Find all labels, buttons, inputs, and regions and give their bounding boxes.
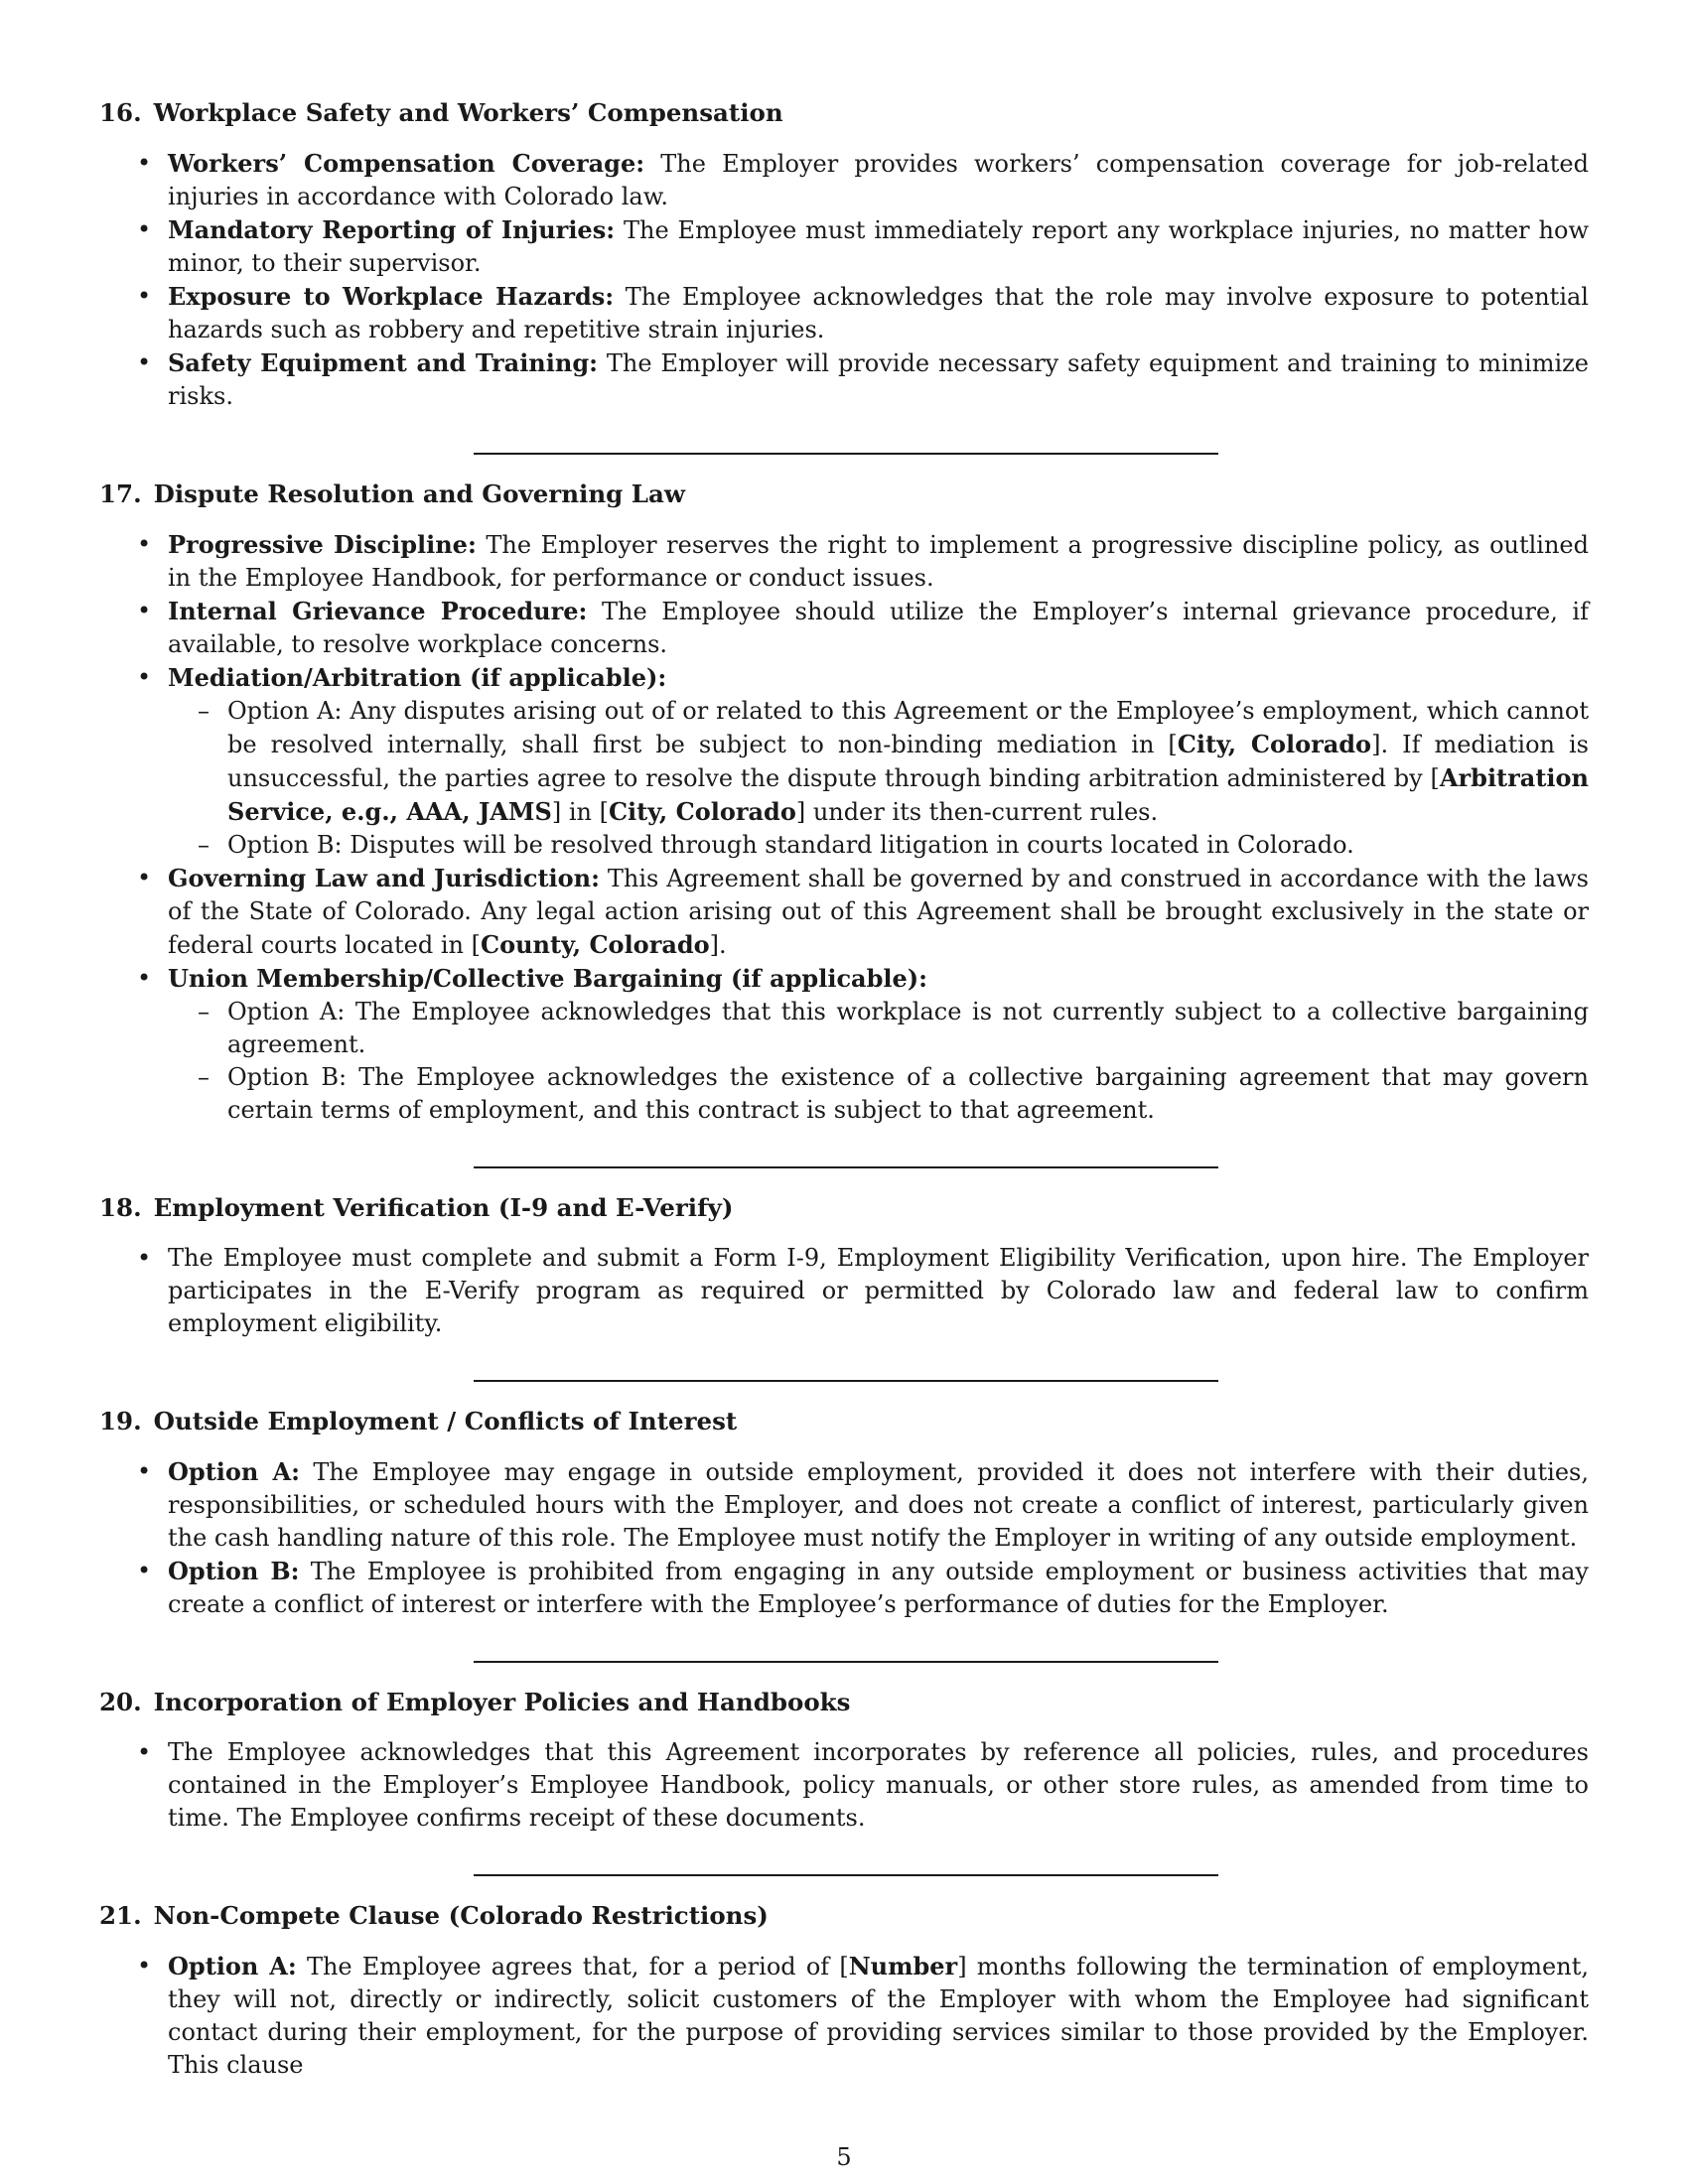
section-21 xyxy=(99,1900,1589,2082)
section-number: 16. xyxy=(99,98,142,127)
placeholder-field: City, Colorado xyxy=(608,797,796,826)
section-title: Workplace Safety and Workers’ Compensation xyxy=(153,98,783,127)
item-label: Union Membership/Collective Bargaining (if applicable): xyxy=(168,964,927,993)
section-19 xyxy=(99,1406,1589,1621)
sub-list xyxy=(168,996,1589,1127)
section-divider xyxy=(474,1380,1218,1382)
item-text: The Employee must complete and submit a Form I-9, Employment Eligibility Verification, upon hire. The Employer participates in the E-Verify program as required or permitted by Colorado law and federal law to confirm employment eligibility. xyxy=(168,1244,1589,1337)
sub-list-item xyxy=(168,695,1589,829)
item-text: ]. xyxy=(709,931,727,959)
list-item xyxy=(99,1950,1589,2082)
bullet-list xyxy=(99,1950,1589,2082)
section-heading xyxy=(99,1687,1589,1718)
item-label: Internal Grievance Procedure: xyxy=(168,597,588,625)
option-text: ] under its then-current rules. xyxy=(795,798,1159,826)
section-heading xyxy=(99,97,1589,129)
item-text: The Employer reserves the right to implement a progressive discipline policy, as outlined in the Employee Handbook, for performance or conduct issues. xyxy=(168,531,1589,592)
item-label: Mandatory Reporting of Injuries: xyxy=(168,215,616,244)
section-title: Incorporation of Employer Policies and Handbooks xyxy=(153,1688,851,1716)
sub-list-item xyxy=(168,996,1589,1061)
item-label: Governing Law and Jurisdiction: xyxy=(168,864,600,892)
item-label: Option A: xyxy=(168,1952,297,1980)
section-heading xyxy=(99,1406,1589,1437)
bullet-list xyxy=(99,1736,1589,1835)
list-item xyxy=(99,280,1589,346)
item-text: The Employee agrees that, for a period of [ xyxy=(306,1953,849,1980)
list-item xyxy=(99,595,1589,661)
item-text: The Employee acknowledges that this Agreement incorporates by reference all policies, rules, and procedures contained in the Employer’s Employee Handbook, policy manuals, or other store rules, as amended from time to time. The Employee confirms receipt of these documents. xyxy=(168,1738,1589,1832)
list-item xyxy=(99,661,1589,862)
item-text: The Employee must immediately report any workplace injuries, no matter how minor, to their supervisor. xyxy=(168,216,1589,277)
list-item xyxy=(99,962,1589,1127)
bullet-list xyxy=(99,1242,1589,1340)
placeholder-field: Number xyxy=(848,1952,958,1980)
document-page xyxy=(99,97,1589,2082)
item-text: ] months following the termination of employment, they will not, directly or indirectly, solicit customers of the Employer with whom the Employee had significant contact during their employment, for the purpose of providing services similar to those provided by the Employer. This clause xyxy=(168,1953,1589,2079)
section-number: 17. xyxy=(99,479,142,508)
section-number: 21. xyxy=(99,1901,142,1930)
item-text: The Employee may engage in outside employment, provided it does not interfere with their duties, responsibilities, or scheduled hours with the Employer, and does not create a conflict of interest, particularly given the cash handling nature of this role. The Employee must notify the Employer in writing of any outside employment. xyxy=(168,1458,1589,1552)
section-divider xyxy=(474,1166,1218,1168)
section-17 xyxy=(99,478,1589,1127)
section-title: Dispute Resolution and Governing Law xyxy=(153,479,685,508)
item-label: Mediation/Arbitration (if applicable): xyxy=(168,663,667,692)
item-label: Workers’ Compensation Coverage: xyxy=(168,149,645,178)
option-text: Option A: Any disputes arising out of or related to this Agreement or the Employee’s employment, which cannot be resolved internally, shall first be subject to non-binding mediation in [ xyxy=(227,697,1589,758)
item-text: This Agreement shall be governed by and construed in accordance with the laws of the State of Colorado. Any legal action arising out of this Agreement shall be brought exclusively in the state or federal courts located in [ xyxy=(168,865,1589,959)
section-title: Employment Verification (I-9 and E-Verify) xyxy=(153,1193,734,1222)
item-text: The Employee is prohibited from engaging in any outside employment or business activities that may create a conflict of interest or interfere with the Employee’s performance of duties for the Employer. xyxy=(168,1558,1589,1618)
section-heading xyxy=(99,1192,1589,1224)
section-divider xyxy=(474,1661,1218,1663)
item-text: The Employer will provide necessary safety equipment and training to minimize risks. xyxy=(168,349,1589,410)
list-item xyxy=(99,528,1589,595)
item-label: Progressive Discipline: xyxy=(168,530,477,559)
item-text: The Employee should utilize the Employer’s internal grievance procedure, if available, to resolve workplace concerns. xyxy=(168,598,1589,658)
bullet-list xyxy=(99,147,1589,413)
section-number: 20. xyxy=(99,1688,142,1716)
section-number: 19. xyxy=(99,1407,142,1435)
section-title: Non-Compete Clause (Colorado Restrictions) xyxy=(153,1901,769,1930)
sub-list xyxy=(168,695,1589,862)
placeholder-field: County, Colorado xyxy=(481,930,710,959)
section-heading xyxy=(99,478,1589,510)
placeholder-field: Arbitration Service, e.g., AAA, JAMS xyxy=(227,763,1589,826)
section-divider xyxy=(474,1874,1218,1876)
list-item xyxy=(99,346,1589,413)
option-text: Option B: The Employee acknowledges the existence of a collective bargaining agreement that may govern certain terms of employment, and this contract is subject to that agreement. xyxy=(227,1063,1589,1124)
option-text: ] in [ xyxy=(551,798,609,826)
list-item xyxy=(99,862,1589,962)
item-label: Option A: xyxy=(168,1457,300,1486)
list-item xyxy=(99,1455,1589,1555)
item-text: The Employee acknowledges that the role may involve exposure to potential hazards such as robbery and repetitive strain injuries. xyxy=(168,283,1589,343)
sub-list-item xyxy=(168,1061,1589,1127)
option-text: Option B: Disputes will be resolved through standard litigation in courts located in Colorado. xyxy=(227,831,1354,859)
page-number: 5 xyxy=(836,2143,852,2171)
section-number: 18. xyxy=(99,1193,142,1222)
item-label: Exposure to Workplace Hazards: xyxy=(168,282,615,311)
section-heading xyxy=(99,1900,1589,1932)
bullet-list xyxy=(99,1455,1589,1621)
option-text: Option A: The Employee acknowledges that this workplace is not currently subject to a collective bargaining agreement. xyxy=(227,998,1589,1058)
section-20 xyxy=(99,1687,1589,1835)
item-label: Option B: xyxy=(168,1557,300,1585)
list-item xyxy=(99,213,1589,280)
section-divider xyxy=(474,453,1218,455)
placeholder-field: City, Colorado xyxy=(1177,730,1372,758)
section-18 xyxy=(99,1192,1589,1340)
option-text: ]. If mediation is unsuccessful, the parties agree to resolve the dispute through binding arbitration administered by [ xyxy=(227,731,1590,792)
sub-list-item xyxy=(168,829,1589,862)
item-text: The Employer provides workers’ compensation coverage for job-related injuries in accordance with Colorado law. xyxy=(168,150,1589,210)
list-item xyxy=(99,1242,1589,1340)
list-item xyxy=(99,147,1589,213)
section-title: Outside Employment / Conflicts of Interest xyxy=(153,1407,738,1435)
list-item xyxy=(99,1736,1589,1835)
section-16 xyxy=(99,97,1589,413)
list-item xyxy=(99,1555,1589,1621)
item-label: Safety Equipment and Training: xyxy=(168,348,598,377)
bullet-list xyxy=(99,528,1589,1127)
